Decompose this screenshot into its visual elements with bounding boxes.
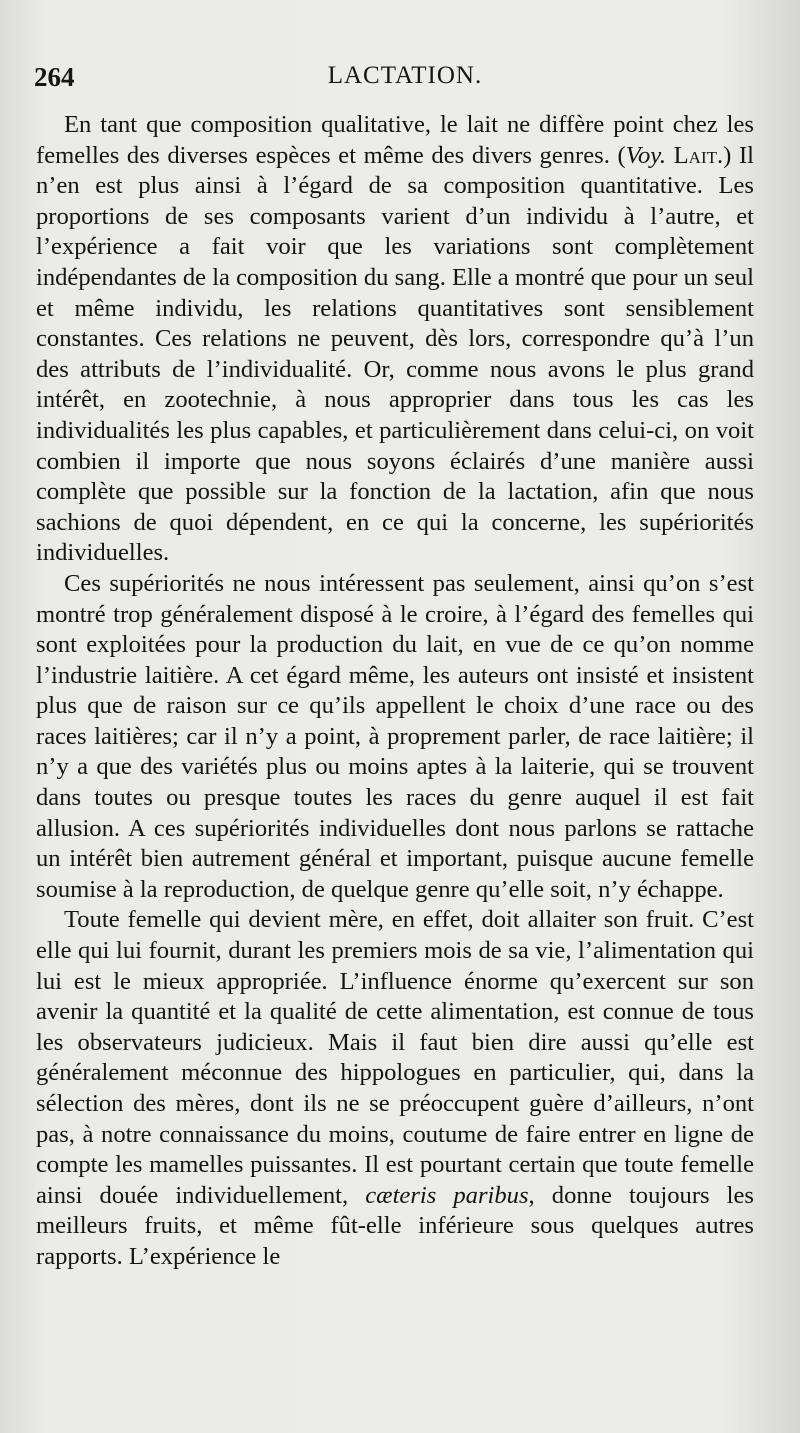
body-text <box>36 110 754 1273</box>
page-header <box>34 62 776 96</box>
paragraph-1-text-b: .) Il n’en est plus ainsi à l’égard de sa composition quantitative. Les proportions de ses composants varient d’un individu à l’autre, et l’expérience a fait voir que les variations sont complètement indépendantes de la composition du sang. Elle a montré que pour un seul et même individu, les relations quantitatives sont sensiblement constantes. Ces relations ne peuvent, dès lors, correspondre qu’à l’un des attributs de l’individualité. Or, comme nous avons le plus grand intérêt, en zootechnie, à nous approprier dans tous les cas les individualités les plus capables, et particulièrement dans celui-ci, on voit combien il importe que nous soyons éclairés d’une manière aussi complète que possible sur la fonction de la lactation, afin que nous sachions de quoi dépendent, en ce qui la concerne, les supériorités individuelles. <box>36 141 754 567</box>
paragraph-1-italic: Voy. <box>625 141 667 169</box>
paragraph-2: Ces supériorités ne nous intéressent pas seulement, ainsi qu’on s’est montré trop généralement disposé à le croire, à l’égard des femelles qui sont exploitées pour la production du lait, en vue de ce qu’on nomme l’industrie laitière. A cet égard même, les auteurs ont insisté et insistent plus que de raison sur ce qu’ils appellent le choix d’une race ou des races laitières; car il n’y a point, à proprement parler, de race laitière; il n’y a que des variétés plus ou moins aptes à la laiterie, qui se trouvent dans toutes ou presque toutes les races du genre auquel il est fait allusion. A ces supériorités individuelles dont nous parlons se rattache un intérêt bien autrement général et important, puisque aucune femelle soumise à la reproduction, de quelque genre qu’elle soit, n’y échappe. <box>36 569 754 903</box>
paragraph-1-text-a: En tant que composition qualitative, le lait ne diffère point chez les femelles des diverses espèces et même des divers genres. ( <box>36 111 754 169</box>
paragraph-3-text-a: Toute femelle qui devient mère, en effet, doit allaiter son fruit. C’est elle qui lui fournit, durant les premiers mois de sa vie, l’alimentation qui lui est le mieux appropriée. L’influence énorme qu’exercent sur son avenir la quantité et la qualité de cette alimentation, est connue de tous les observateurs judicieux. Mais il faut bien dire aussi qu’elle est généralement méconnue des hippologues en particulier, qui, dans la sélection des mères, dont ils ne se préoccupent guère d’ailleurs, n’ont pas, à notre connaissance du moins, coutume de faire entrer en ligne de compte les mamelles puissantes. Il est pourtant certain que toute femelle ainsi douée individuellement, <box>36 906 754 1209</box>
paragraph-3 <box>36 905 754 1272</box>
page-number: 264 <box>34 62 75 92</box>
running-title: LACTATION. <box>327 62 483 89</box>
paragraph-1-smallcaps: Lait <box>666 141 717 169</box>
paragraph-3-text-b: , donne toujours les meilleurs fruits, et même fût-elle inférieure sous quelques autres rapports. L’expérience le <box>36 1181 754 1270</box>
paragraph-1 <box>36 110 754 569</box>
paragraph-3-italic: cæteris paribus <box>365 1181 529 1209</box>
